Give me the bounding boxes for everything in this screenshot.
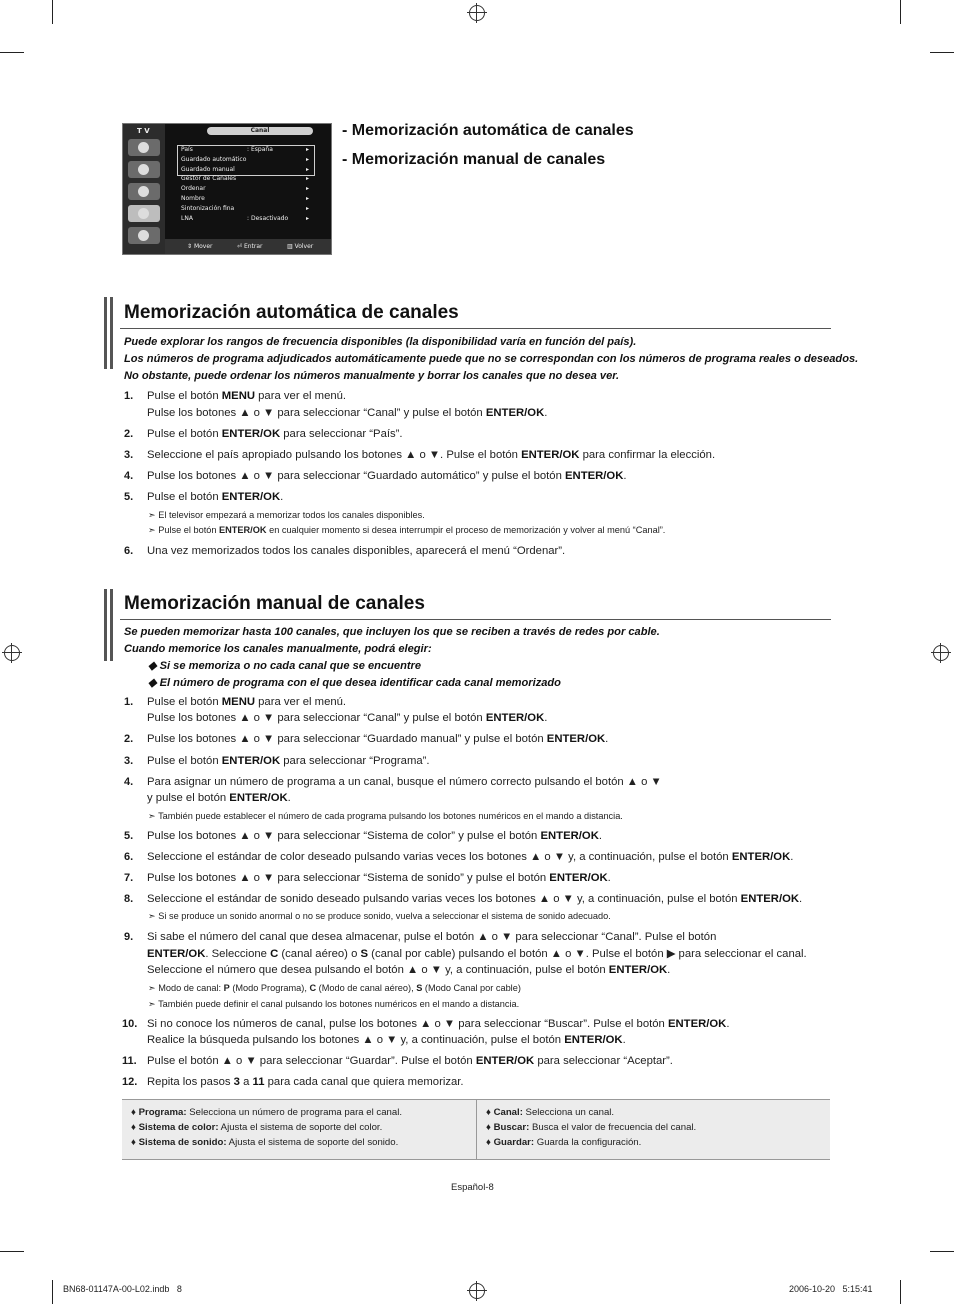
step-text: Pulse el botón MENU para ver el menú. [147,696,347,708]
note-text: ➣ Pulse el botón ENTER/OK en cualquier momento si desea interrumpir el proceso de memorización y volver al menú “Canal”. [148,525,666,535]
section-rule [120,619,831,620]
tv-menu-item [181,174,311,184]
sound-icon [128,161,160,178]
registration-mark-icon [933,645,949,661]
step-number: 1. [124,696,134,708]
note-text: ➣ También puede establecer el número de cada programa pulsando los botones numéricos en el mando a distancia. [148,811,623,821]
intro-bullet: ◆ Si se memoriza o no cada canal que se encuentre [148,660,422,672]
settings-legend-table [122,1099,830,1160]
tv-menu-item [181,194,311,204]
tv-menu-item-label: Gestor de Canales [181,175,237,183]
step-number: 4. [124,776,134,788]
chevron-right-icon: ▸ [305,185,309,193]
crop-mark [0,1251,24,1252]
step-text: Pulse los botones ▲ o ▼ para seleccionar “Guardado automático” y pulse el botón ENTER/OK. [147,470,627,482]
step-text: Si sabe el número del canal que desea almacenar, pulse el botón ▲ o ▼ para seleccionar “Canal”. Pulse el botón [147,931,717,943]
crop-mark [930,52,954,53]
step-number: 3. [124,755,134,767]
intro-line: Cuando memorice los canales manualmente, podrá elegir: [124,643,432,655]
registration-mark-icon [4,645,20,661]
step-number: 8. [124,893,134,905]
chevron-right-icon: ▸ [305,146,309,153]
section-marker [104,589,107,661]
tv-menu-item [181,184,311,194]
separator: : [247,146,250,153]
enter-hint: ⏎ Entrar [237,243,263,250]
step-text: Seleccione el estándar de sonido deseado pulsando varias veces los botones ▲ o ▼ y, a continuación, pulse el botón ENTER/OK. [147,893,803,905]
step-number: 5. [124,491,134,503]
step-number: 2. [124,733,134,745]
tv-menu-item-label: Ordenar [181,185,206,193]
channel-icon [128,205,160,222]
registration-mark-icon [469,5,485,21]
step-text: Pulse los botones ▲ o ▼ para seleccionar “Sistema de color” y pulse el botón ENTER/OK. [147,830,602,842]
legend-item: ♦ Buscar: Busca el valor de frecuencia del canal. [486,1122,697,1133]
heading-manual-store: - Memorización manual de canales [342,151,606,168]
step-text: Si no conoce los números de canal, pulse los botones ▲ o ▼ para seleccionar “Buscar”. Pulse el botón ENTER/OK. [147,1018,730,1030]
legend-item: ♦ Programa: Selecciona un número de programa para el canal. [131,1107,403,1118]
step-text: y pulse el botón ENTER/OK. [147,792,291,804]
step-text: Pulse el botón ▲ o ▼ para seleccionar “Guardar”. Pulse el botón ENTER/OK para seleccionar “Aceptar”. [147,1055,673,1067]
note-text: ➣ Si se produce un sonido anormal o no se produce sonido, vuelva a seleccionar el sistema de sonido adecuado. [148,911,611,921]
intro-line: Se pueden memorizar hasta 100 canales, que incluyen los que se reciben a través de redes por cable. [124,626,660,638]
step-text: Pulse el botón ENTER/OK para seleccionar “Programa”. [147,755,430,767]
tv-menu-item-value: España [251,146,273,153]
step-text: Pulse los botones ▲ o ▼ para seleccionar “Canal” y pulse el botón ENTER/OK. [147,712,548,724]
note-text: ➣ Modo de canal: P (Modo Programa), C (Modo de canal aéreo), S (Modo Canal por cable) [148,983,521,993]
step-text: Pulse el botón ENTER/OK para seleccionar “País”. [147,428,403,440]
crop-mark [900,1280,901,1304]
file-name: BN68-01147A-00-L02.indb 8 [63,1284,182,1294]
tv-menu-item [181,155,311,165]
legend-item: ♦ Sistema de sonido: Ajusta el sistema de soporte del sonido. [131,1137,399,1148]
step-number: 4. [124,470,134,482]
tv-menu-item-value: Desactivado [251,214,289,222]
section-title-auto: Memorización automática de canales [124,302,459,323]
step-text: Una vez memorizados todos los canales disponibles, aparecerá el menú “Ordenar”. [147,545,566,557]
tv-menu-sidebar [123,124,165,254]
chevron-right-icon: ▸ [305,195,309,202]
tv-menu-item-label: Nombre [181,195,205,202]
chevron-right-icon: ▸ [305,204,309,212]
picture-icon [128,139,160,156]
tv-menu-item [181,204,311,214]
legend-item: ♦ Guardar: Guarda la configuración. [486,1137,642,1148]
tv-menu-title: Canal [207,127,313,135]
chevron-right-icon: ▸ [305,155,309,163]
page-number: Español-8 [451,1182,494,1193]
step-number: 9. [124,931,134,943]
chevron-right-icon: ▸ [305,165,309,173]
step-text: Pulse el botón MENU para ver el menú. [147,390,347,402]
step-text: Para asignar un número de programa a un canal, busque el número correcto pulsando el botón ▲ o ▼ [147,776,662,788]
tv-menu-item [181,214,311,224]
step-text: Pulse los botones ▲ o ▼ para seleccionar “Guardado manual” y pulse el botón ENTER/OK. [147,733,609,745]
crop-mark [52,1280,53,1304]
section-marker [110,589,113,661]
intro-line: No obstante, puede ordenar los números manualmente y borrar los canales que no desea ver. [124,370,620,382]
step-text: Realice la búsqueda pulsando los botones ▲ o ▼ y, a continuación, pulse el botón ENTER/OK. [147,1034,626,1046]
intro-line: Puede explorar los rangos de frecuencia disponibles (la disponibilidad varía en función del país). [124,336,637,348]
move-hint: ⇕ Mover [187,243,213,250]
tv-menu-bottom-bar [165,239,331,254]
step-number: 7. [124,872,134,884]
crop-mark [52,0,53,24]
step-number: 12. [122,1076,138,1088]
crop-mark [0,52,24,53]
section-marker [104,297,107,369]
step-number: 10. [122,1018,138,1030]
step-text: Pulse el botón ENTER/OK. [147,491,284,503]
crop-mark [930,1251,954,1252]
tv-menu-item-label: Guardado manual [181,165,235,173]
separator: : [247,214,250,222]
step-number: 1. [124,390,134,402]
step-number: 6. [124,545,134,557]
step-text: Pulse los botones ▲ o ▼ para seleccionar “Canal” y pulse el botón ENTER/OK. [147,407,548,419]
chevron-right-icon: ▸ [305,175,309,183]
tv-menu-screenshot [122,123,332,255]
registration-mark-icon [469,1283,485,1299]
tv-menu-item [181,145,311,155]
setup-icon [128,227,160,244]
speaker-icon [128,183,160,200]
section-marker [110,297,113,369]
section-rule [120,328,831,329]
note-text: ➣ También puede definir el canal pulsando los botones numéricos en el mando a distancia. [148,999,520,1009]
step-text: Repita los pasos 3 a 11 para cada canal que quiera memorizar. [147,1076,464,1088]
intro-line: Los números de programa adjudicados automáticamente puede que no se correspondan con los números de programa reales o deseados. [124,353,859,365]
step-number: 2. [124,428,134,440]
tv-menu-side-label: T V [137,127,150,135]
note-text: ➣ El televisor empezará a memorizar todos los canales disponibles. [148,510,425,520]
tv-menu-item-label: País [181,146,193,153]
step-text: ENTER/OK. Seleccione C (canal aéreo) o S (canal por cable) pulsando el botón ▲ o ▼. Pulse el botón ▶ para seleccionar el canal. [147,948,807,960]
heading-auto-store: - Memorización automática de canales [342,122,634,139]
step-number: 5. [124,830,134,842]
legend-item: ♦ Canal: Selecciona un canal. [486,1107,615,1118]
tv-menu-item [181,165,311,175]
tv-menu-item-label: LNA [181,214,193,222]
tv-menu-item-label: Guardado automático [181,155,247,163]
step-text: Seleccione el estándar de color deseado pulsando varias veces los botones ▲ o ▼ y, a continuación, pulse el botón ENTER/OK. [147,851,794,863]
step-number: 11. [122,1055,137,1067]
table-divider [476,1100,477,1159]
step-number: 3. [124,449,134,461]
legend-item: ♦ Sistema de color: Ajusta el sistema de soporte del color. [131,1122,383,1133]
step-text: Seleccione el número que desea pulsando el botón ▲ o ▼ y, a continuación, pulse el botón ENTER/OK. [147,964,671,976]
section-title-manual: Memorización manual de canales [124,593,425,614]
intro-bullet: ◆ El número de programa con el que desea identificar cada canal memorizado [148,677,561,689]
step-text: Seleccione el país apropiado pulsando los botones ▲ o ▼. Pulse el botón ENTER/OK para confirmar la elección. [147,449,716,461]
print-timestamp: 2006-10-20 5:15:41 [789,1284,873,1294]
chevron-right-icon: ▸ [305,214,309,222]
return-hint: ▥ Volver [287,243,314,250]
tv-menu-item-label: Sintonización fina [181,204,235,212]
step-text: Pulse los botones ▲ o ▼ para seleccionar “Sistema de sonido” y pulse el botón ENTER/OK. [147,872,611,884]
crop-mark [900,0,901,24]
step-number: 6. [124,851,134,863]
